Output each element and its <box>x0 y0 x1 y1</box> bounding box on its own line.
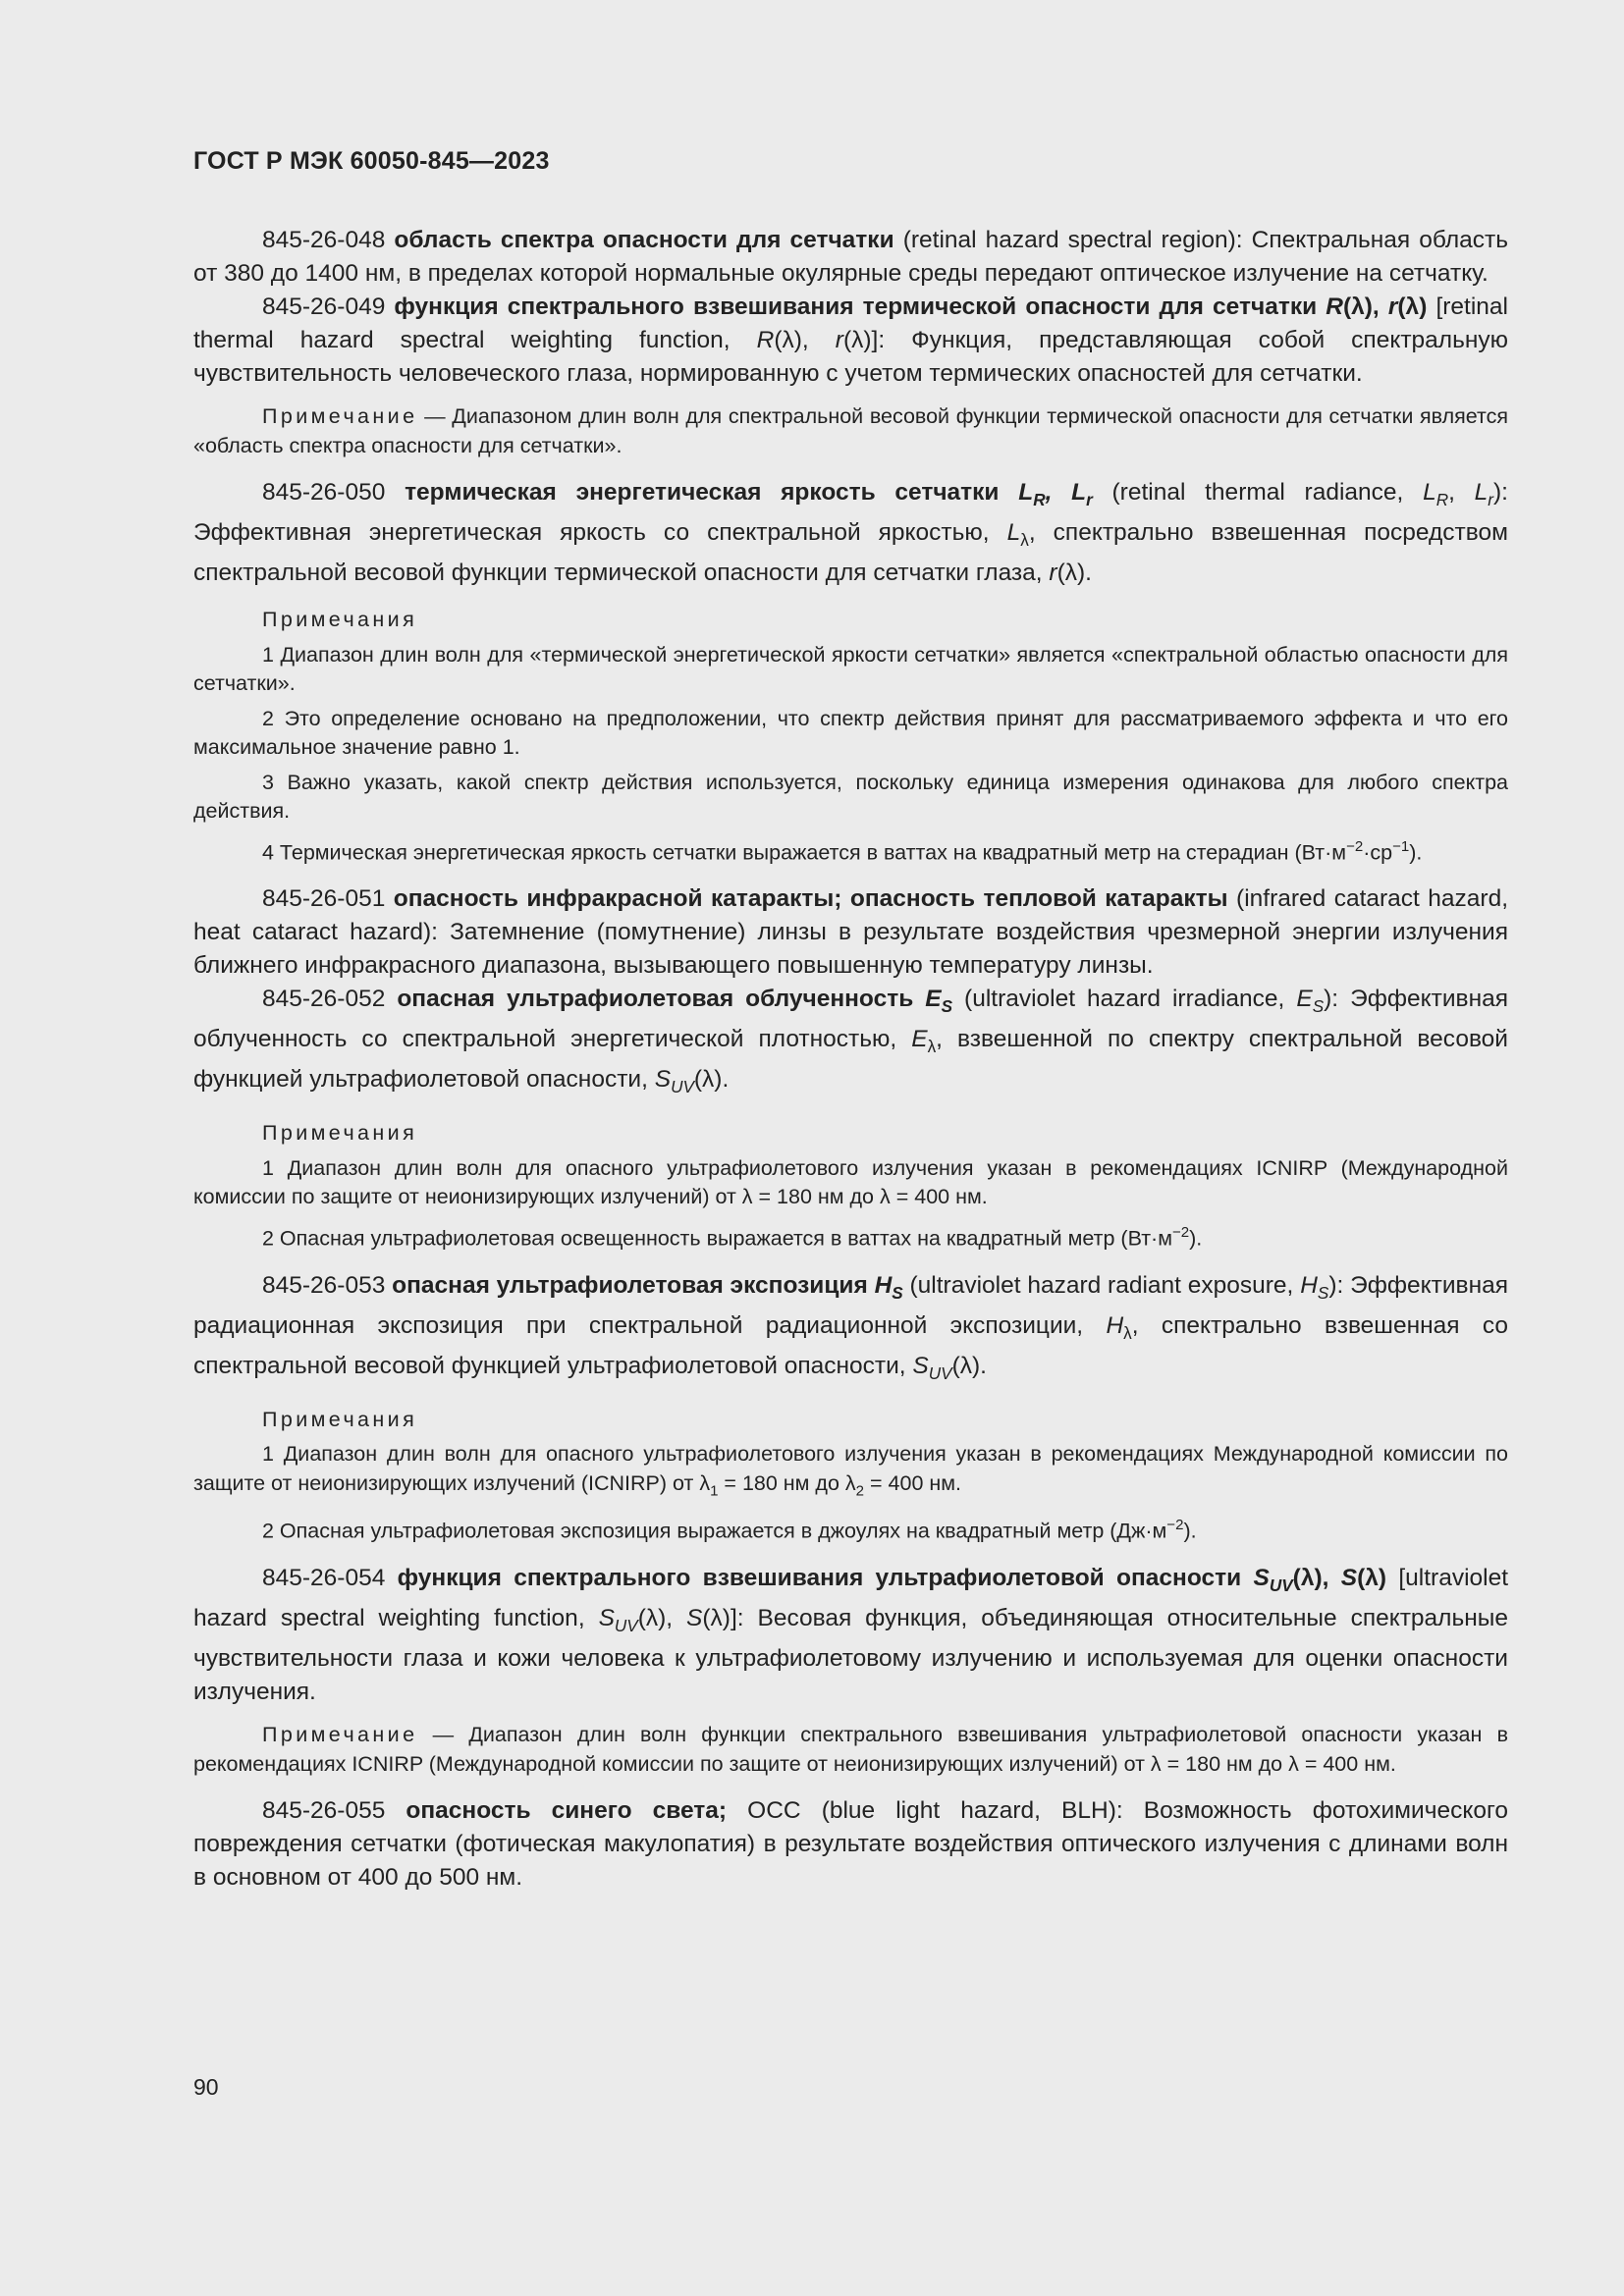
entry-definition: ]: Весовая функция, объединяющая относительные спектральные чувствительности глаза и кожи человека к ультрафиолетовому излучению и используемая для оценки опасности излучения. <box>193 1605 1509 1706</box>
entry-845-26-055 <box>193 1794 1508 1895</box>
note <box>193 402 1508 460</box>
document-body <box>193 224 1508 1895</box>
document-header: ГОСТ Р МЭК 60050-845—2023 <box>193 147 550 175</box>
entry-term: опасная ультрафиолетовая экспозиция <box>392 1271 868 1299</box>
entry-definition: ОСС (blue light hazard, BLH): Возможность фотохимического повреждения сетчатки (фотическая макулопатия) в результате воздействия оптического излучения с длинами волн в основном от 400 до 500 нм. <box>193 1797 1508 1892</box>
entry-definition: ]: Функция, представляющая собой спектральную чувствительность человеческого глаза, нормированную с учетом термических опасностей для сетчатки. <box>193 327 1509 387</box>
note-1: 1 Диапазон длин волн для опасного ультрафиолетового излучения указан в рекомендациях ICNIRP (Международной комиссии по защите от неионизирующих излучений) от λ = 180 нм до λ = 400 нм. <box>193 1155 1508 1209</box>
note-2: 2 Это определение основано на предположении, что спектр действия принят для рассматриваемого эффекта и что его максимальное значение равно 1. <box>193 706 1508 759</box>
entry-term: опасность инфракрасной катаракты; опасность тепловой катаракты <box>393 885 1228 913</box>
entry-845-26-051 <box>193 882 1508 983</box>
entry-845-26-050: 845-26-050 термическая энергетическая яркость сетчатки $L_R$, $L_r$ (retinal thermal radiance, $L_R$, $L_r$): Эффективная энергетическая яркость со спектральной яркостью, $L_\lambda$, спектрально взвешенная посредством спектральной весовой функции термической опасности для сетчатки глаза, r(λ). <box>193 479 1508 586</box>
notes-heading: Примечания <box>262 1407 418 1431</box>
entry-term: опасная ультрафиолетовая облученность <box>397 986 914 1013</box>
entry-number: 845-26-051 <box>262 885 386 913</box>
entry-number: 845-26-055 <box>262 1797 386 1825</box>
entry-term: опасность синего света; <box>406 1797 728 1825</box>
page-number: 90 <box>193 2074 219 2100</box>
entry-number: 845-26-049 <box>262 294 386 320</box>
note-2: 2 Опасная ультрафиолетовая экспозиция выражается в джоулях на квадратный метр $(Дж\cdot м^{-2})$. <box>262 1517 1197 1543</box>
entry-845-26-054: 845-26-054 функция спектрального взвешивания ультрафиолетовой опасности $S_{UV}(\lambda)$, S(λ) [ultraviolet hazard spectral weighting function, $S_{UV}(\lambda)$, S(λ)]: Весовая функция, объединяющая относительные спектральные чувствительности глаза и кожи человека к ультрафиолетовому излучению и используемая для оценки опасности излучения. <box>193 1565 1509 1706</box>
entry-definition: (retinal hazard spectral region): Спектральная область от 380 до 1400 нм, в пределах которой нормальные окулярные среды передают оптическое излучение на сетчатку. <box>193 227 1508 287</box>
note-text: — Диапазоном длин волн для спектральной весовой функции термической опасности для сетчатки является «область спектра опасности для сетчатки». <box>193 404 1508 457</box>
entry-845-26-048 <box>193 224 1508 291</box>
note-1: 1 Диапазон длин волн для опасного ультрафиолетового излучения указан в рекомендациях Международной комиссии по защите от неионизирующих излучений (ICNIRP) от $\lambda_1 = 180$ нм до $\lambda_2 = 400$ нм. <box>193 1442 1508 1499</box>
entry-term: термическая энергетическая яркость сетчатки <box>405 479 1000 506</box>
note-3: 3 Важно указать, какой спектр действия используется, поскольку единица измерения одинакова для любого спектра действия. <box>193 770 1508 823</box>
entry-number: 845-26-052 <box>262 986 386 1013</box>
note-4: 4 Термическая энергетическая яркость сетчатки выражается в ваттах на квадратный метр на стерадиан $(Вт\cdot м^{-2}\cdot ср^{-1})$. <box>262 837 1423 864</box>
entry-term: область спектра опасности для сетчатки <box>394 227 894 253</box>
note-label: Примечание <box>262 404 418 428</box>
entry-number: 845-26-054 <box>262 1565 386 1592</box>
entry-845-26-049: 845-26-049 функция спектрального взвешивания термической опасности для сетчатки R(λ), r(λ) [retinal thermal hazard spectral weighting function, R(λ), r(λ)]: Функция, представляющая собой спектральную чувствительность человеческого глаза, нормированную с учетом термических опасностей для сетчатки. <box>193 294 1509 387</box>
entry-number: 845-26-053 <box>262 1271 386 1299</box>
entry-term: функция спектрального взвешивания термической опасности для сетчатки <box>394 294 1318 320</box>
note-text: — Диапазон длин волн функции спектрального взвешивания ультрафиолетовой опасности указан в рекомендациях ICNIRP (Международной комиссии по защите от неионизирующих излучений) от λ = 180 нм до λ = 400 нм. <box>193 1723 1508 1776</box>
note <box>193 1721 1508 1779</box>
entry-term: функция спектрального взвешивания ультрафиолетовой опасности <box>397 1565 1242 1592</box>
entry-845-26-053: 845-26-053 опасная ультрафиолетовая экспозиция $H_S$ (ultraviolet hazard radiant exposure, $H_S$): Эффективная радиационная экспозиция при спектральной радиационной экспозиции, $H_\lambda$, спектрально взвешенная со спектральной весовой функцией ультрафиолетовой опасности, $S_{UV}(\lambda)$. <box>193 1271 1509 1383</box>
entry-number: 845-26-048 <box>262 227 386 253</box>
note-2: 2 Опасная ультрафиолетовая освещенность выражается в ваттах на квадратный метр $(Вт\cdot м^{-2})$. <box>262 1223 1203 1251</box>
entry-845-26-052: 845-26-052 опасная ультрафиолетовая облученность $E_S$ (ultraviolet hazard irradiance, $E_S$): Эффективная облученность со спектральной энергетической плотностью, $E_\lambda$, взвешенной по спектру спектральной весовой функцией ультрафиолетовой опасности, $S_{UV}(\lambda)$. <box>193 986 1508 1097</box>
note-1: 1 Диапазон длин волн для «термической энергетической яркости сетчатки» является «спектральной областью опасности для сетчатки». <box>193 642 1508 695</box>
notes-heading: Примечания <box>262 608 418 631</box>
entry-number: 845-26-050 <box>262 479 386 506</box>
note-label: Примечание <box>262 1723 418 1747</box>
notes-heading: Примечания <box>262 1121 418 1146</box>
entry-definition: (infrared cataract hazard, heat cataract hazard): Затемнение (помутнение) линзы в результате воздействия чрезмерной энергии излучения ближнего инфракрасного диапазона, вызывающего повышенную температуру линзы. <box>193 885 1509 980</box>
